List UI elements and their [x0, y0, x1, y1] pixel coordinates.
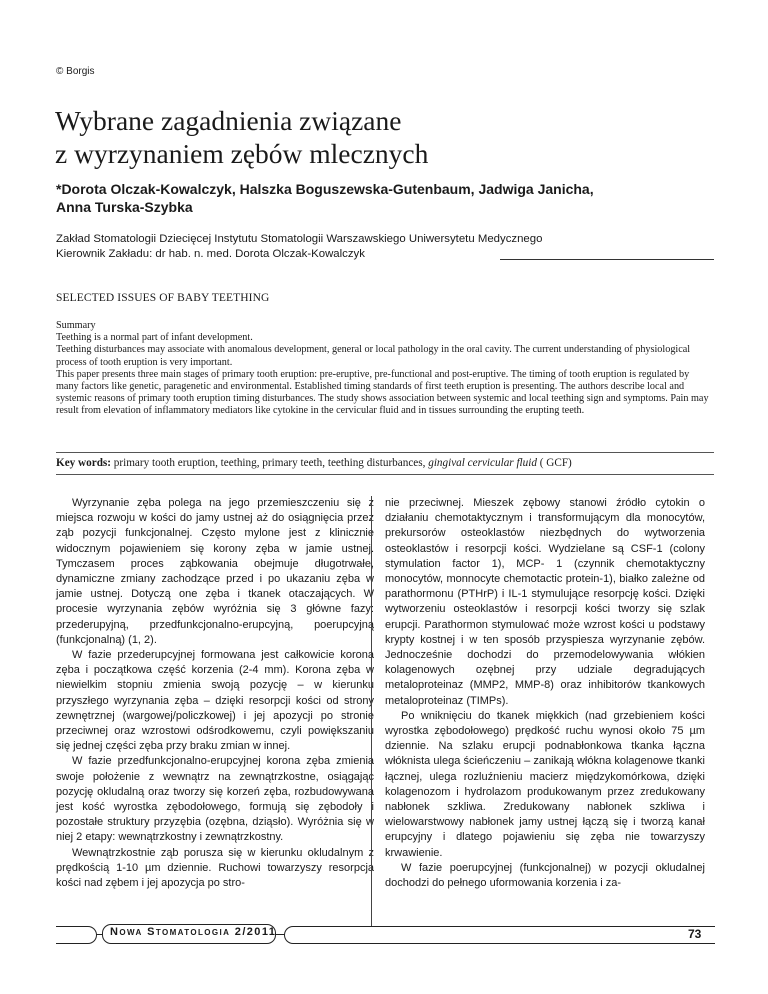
abstract-line: Teething is a normal part of infant development.: [56, 332, 253, 344]
body-paragraph: W fazie poerupcyjnej (funkcjonalnej) w pozycji okludalnej dochodzi do pełnego uformowania korzenia i za-: [385, 861, 705, 890]
article-title: [55, 104, 715, 170]
body-paragraph: W fazie przederupcyjnej formowana jest całkowicie korona zęba i początkowa część korzenia (2-4 mm). Korona zęba w niewielkim stopniu zmienia swoją pozycję – w kierunku przyszłego wyrzynania zęba – dzięki resorpcji kości od strony zewnętrznej (wargowej/policzkowej) i jej apozycji po stronie przeciwnej oraz wzrostowi odśrodkowemu, czyli powiększaniu się jednej części zęba przy braku zmian w innej.: [56, 649, 374, 753]
affiliation-divider: [500, 259, 714, 260]
body-paragraph: nie przeciwnej. Mieszek zębowy stanowi źródło cytokin o działaniu chemotaktycznym i transformującym dla monocytów, prekursorów osteoklastów niezbędnych do wytworzenia osteoklastów i resorpcji kości. Wydzielane są CSF-1 (colony stymulation factor 1), MCP- 1 (czynnik chemotaktyczny monocytów, monnocyte chemotactic protein-1), białko zależne od parathormonu (PTHrP) i IL-1 stymulujące resorpcję kości. Dzięki wytworzeniu osteoklastów i resorpcji kości tworzy się szlak erupcji. Parathormon stymulować może wzrost kości u podstawy krypty kostnej i w ten sposób przyspiesza wyrzynanie zębów. Jednocześnie dochodzi do przemodelowywania włókien kolagenowych ozębnej przy udziale degradujących metaloproteinaz (MMP2, MMP-8) oraz inhibitorów tkankowych metaloproteinaz (TIMPs).: [385, 497, 705, 707]
journal-name: Nowa Stomatologia 2/2011: [110, 926, 277, 938]
body-column-left: [56, 496, 374, 891]
body-column-right: [385, 496, 705, 891]
abstract-heading: Summary: [56, 320, 96, 331]
abstract-line: Teething disturbances may associate with anomalous development, general or local pathology in the oral cavity. The current understanding of physiological process of tooth eruption is very important.: [56, 344, 691, 368]
english-title: SELECTED ISSUES OF BABY TEETHING: [56, 292, 270, 304]
column-divider: [371, 496, 372, 933]
article-title-line-1: Wybrane zagadnienia związane: [55, 105, 402, 136]
keywords-italic: gingival cervicular fluid: [428, 457, 537, 469]
footer-left-ornament: [56, 926, 97, 944]
body-paragraph: Wewnątrzkostnie ząb porusza się w kierunku okludalnym z prędkością 1-10 µm dziennie. Ruchowi towarzyszy resorpcja kości nad zębem i jej apozycja po stro-: [56, 846, 374, 890]
author-line-1: *Dorota Olczak-Kowalczyk, Halszka Boguszewska-Gutenbaum, Jadwiga Janicha,: [56, 181, 594, 197]
page-number: 73: [688, 927, 702, 941]
author-list: [56, 180, 716, 216]
abstract: [56, 320, 714, 418]
keywords: [56, 456, 714, 470]
article-title-line-2: z wyrzynaniem zębów mlecznych: [55, 138, 429, 169]
keywords-label: Key words:: [56, 457, 111, 469]
keywords-top-rule: [56, 452, 714, 453]
keywords-bottom-rule: [56, 474, 714, 475]
footer-right-ornament: [284, 926, 715, 944]
keywords-text: primary tooth eruption, teething, primary teeth, teething disturbances,: [113, 457, 426, 469]
author-line-2: Anna Turska-Szybka: [56, 199, 193, 215]
body-paragraph: Po wniknięciu do tkanek miękkich (nad grzebieniem kości wyrostka zębodołowego) prędkość ruchu wynosi około 75 µm dziennie. Na szlaku erupcji podnabłonkowa tkanka łączna włóknista ulega ścieńczeniu – zanikają włókna kolagenowe tkanki łącznej, ulega rozluźnieniu macierz międzykomórkowa, dzięki kolagenozom i hydrolazom produkowanym przez zredukowany nabłonek szkliwa. Zredukowany nabłonek szkliwa i wielowarstwowy nabłonek jamy ustnej łączą się i tworzą kanał erupcyjny i dlatego pojawieniu się zęba nie towarzyszy krwawienie.: [385, 709, 705, 859]
affiliation-line-2: Kierownik Zakładu: dr hab. n. med. Dorota Olczak-Kowalczyk: [56, 248, 365, 260]
affiliation-line-1: Zakład Stomatologii Dziecięcej Instytutu Stomatologii Warszawskiego Uniwersytetu Medycznego: [56, 233, 543, 245]
affiliation: [56, 232, 716, 262]
keywords-suffix: ( GCF): [539, 457, 572, 469]
copyright-notice: © Borgis: [56, 66, 95, 77]
abstract-line: This paper presents three main stages of primary tooth eruption: pre-eruptive, pre-functional and post-eruptive. The timing of tooth eruption is regulated by many factors like genetic, paragenetic and environmental. Established timing standards of first teeth eruption is presenting. The authors describe local and systemic reasons of primary tooth eruption timing disturbances. The study shows association between systemic and local teething sign and symptoms. Pain may result from elevation of inflammatory mediators like cytokine in the cervicular fluid and in tissues surrounding the erupting teeth.: [56, 368, 709, 417]
body-paragraph: Wyrzynanie zęba polega na jego przemieszczeniu się z miejsca rozwoju w kości do jamy ustnej aż do osiągnięcia przez ząb pozycji funkcjonalnej. Często mylone jest z klinicznie widocznym pojawieniem się korony zęba w jamie ustnej. Tymczasem proces ząbkowania obejmuje długotrwałe, dynamiczne zmiany zachodzące przed i po ukazaniu zęba w jamie ustnej. Dotyczą one zęba i tkanek otaczających. W procesie wyrzynania zębów wyróżnia się 3 główne fazy: przederupyjną, przedfunkcjonalno-erupcyjną, poerupcyjną (funkcjonalną) (1, 2).: [56, 497, 374, 646]
body-paragraph: W fazie przedfunkcjonalno-erupcyjnej korona zęba zmienia swoje położenie z wewnątrz na zewnątrzkostne, osiągając pozycję okludalną oraz tworzy się korzeń zęba, rozbudowywana jest kość wyrostka zębodołowego, formują się zębodoły i pozostałe struktury przyzębia (ozębna, dziąsło). Wyróżnia się w niej 2 etapy: wewnątrzkostny i zewnątrzkostny.: [56, 755, 374, 844]
